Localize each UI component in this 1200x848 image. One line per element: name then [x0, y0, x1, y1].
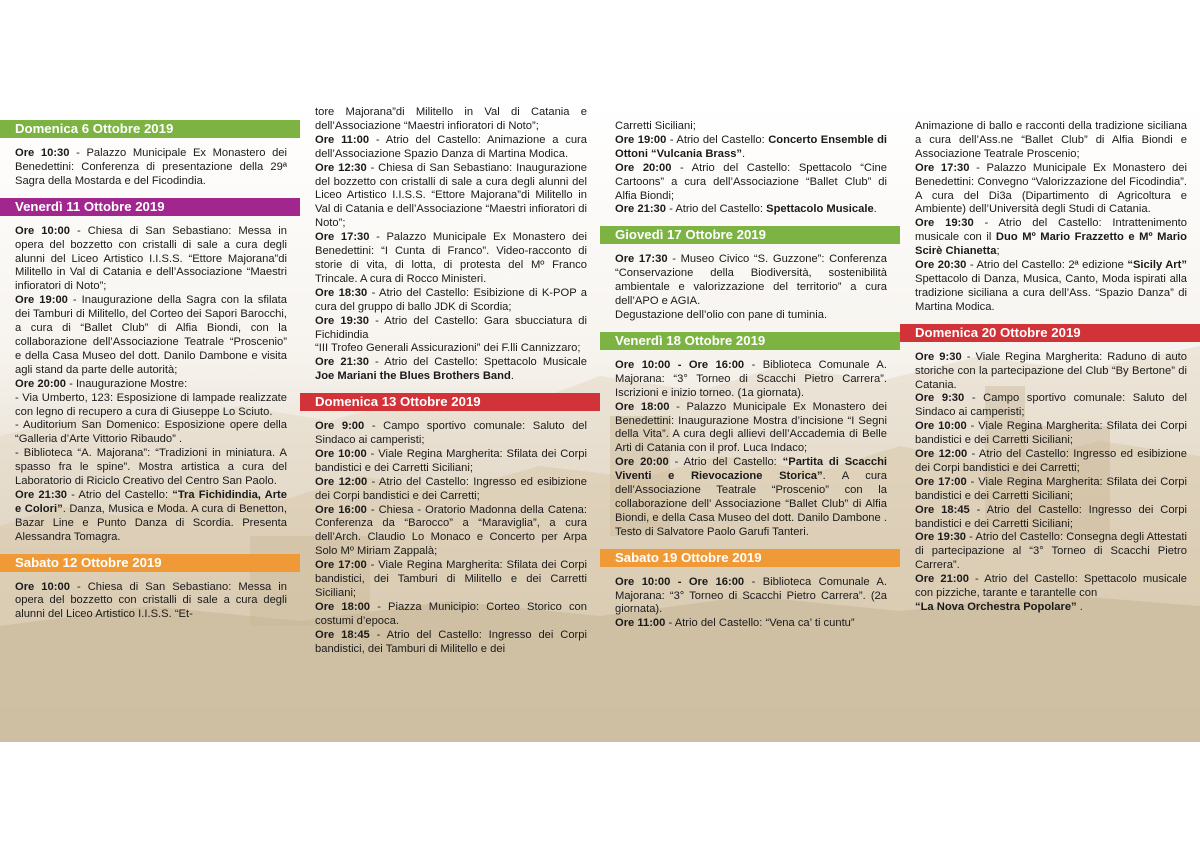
schedule-entry: [615, 359, 887, 401]
schedule-entry: [615, 203, 887, 217]
day-header: Giovedì 17 Ottobre 2019: [600, 226, 900, 244]
entry-text: - Campo sportivo comunale: Saluto del Sindaco ai camperisti;: [915, 392, 1187, 419]
schedule-entry: [315, 106, 587, 134]
entry-text: - Biblioteca “A. Majorana”: “Tradizioni in miniatura. A spasso fra le spine”. Mostra artistica a cura del Laboratorio di Riciclo Creativo del Centro San Paolo.: [15, 447, 287, 488]
schedule-entry: [315, 448, 587, 476]
entry-text: - Inaugurazione Mostre:: [66, 377, 188, 390]
entry-text: .: [1076, 601, 1083, 613]
entry-text: - Campo sportivo comunale: Saluto del Sindaco ai camperisti;: [315, 420, 587, 447]
schedule-entry: [315, 287, 587, 315]
entry-time-bold: Ore 17:30: [915, 161, 970, 174]
entry-time-bold: Ore 20:00: [615, 161, 672, 174]
entry-text: - Atrio del Castello: Ingresso ed esibizione dei Corpi bandistici e dei Carretti;: [915, 448, 1188, 474]
day-header: Domenica 20 Ottobre 2019: [900, 324, 1200, 342]
day-header: Venerdì 11 Ottobre 2019: [0, 198, 300, 216]
schedule-entry: [915, 448, 1187, 476]
entry-time-bold: Ore 11:00: [315, 133, 370, 146]
entry-text: - Palazzo Municipale Ex Monastero dei Benedettini: Conferenza di presentazione della 29ª Sagra della Mostarda e del Ficodindia.: [15, 147, 287, 187]
entry-text: - Inaugurazione della Sagra con la sfilata dei Tamburi di Militello, del Corteo dei Sapori Barocchi, a cura di “Ballet Club” di Alfia Biondi, con la collaborazione dell’Associazione Teatrale “Proscenio” e della Casa Museo del dott. Danilo Dambone e visita agli stand da parte delle autorità;: [15, 294, 288, 376]
entry-text: . Danza, Musica e Moda. A cura di Benetton, Bazar Line e Punto Danza di Scordia. Presenta Alessandra Tomagra.: [15, 502, 287, 543]
schedule-entry: [915, 162, 1187, 218]
entry-time-bold: Ore 20:00: [15, 377, 66, 390]
column-3: [615, 106, 887, 742]
entry-text: - Atrio del Castello: Esibizione di K-POP a cura del gruppo di ballo JDK di Scordia;: [315, 286, 588, 313]
schedule-entry: [615, 401, 887, 457]
entry-text: - Viale Regina Margherita: Sfilata dei Corpi bandistici e dei Carretti Siciliani;: [315, 447, 588, 474]
entry-time-bold: Ore 19:30: [915, 531, 967, 544]
schedule-entry: [915, 351, 1187, 393]
entry-text: - Museo Civico “S. Guzzone”: Conferenza “Conservazione della Biodiversità, sostenibilità ambientale e valorizzazione del territorio” a cura dell’APO e AGIA.: [615, 253, 887, 308]
entry-time-bold: Ore 20:00: [615, 456, 669, 469]
schedule-entry: [915, 217, 1187, 259]
column-2: [315, 106, 587, 742]
schedule-entry: [15, 294, 287, 377]
entry-text: “III Trofeo Generali Assicurazioni” dei F.lli Cannizzaro;: [315, 342, 581, 355]
entry-time-bold: Ore 17:30: [315, 231, 370, 244]
entry-text: - Viale Regina Margherita: Sfilata dei Corpi bandistici e dei Carretti Siciliani;: [915, 420, 1188, 447]
entry-text: - Atrio del Castello:: [666, 203, 767, 216]
entry-text: - Viale Regina Margherita: Sfilata dei Corpi bandistici, dei Tamburi di Militello e dei Carretti Siciliani;: [315, 559, 588, 599]
entry-text: ;: [996, 245, 1000, 258]
day-header: Domenica 6 Ottobre 2019: [0, 120, 300, 138]
column-1: [15, 106, 287, 742]
schedule-entry: [15, 489, 287, 545]
schedule-entry: [615, 617, 887, 631]
schedule-entry: [615, 309, 887, 323]
schedule-entry: [15, 147, 287, 189]
entry-text: - Atrio del Castello: 2ª edizione: [966, 259, 1128, 272]
schedule-entry: [15, 581, 287, 623]
schedule-entry: [315, 356, 587, 384]
entry-time-bold: Ore 10:00 - Ore 16:00: [615, 575, 745, 588]
entry-text: - Atrio del Castello: Ingresso ed esibizione dei Corpi bandistici e dei Carretti;: [315, 475, 588, 502]
entry-time-bold: Ore 19:30: [315, 314, 369, 327]
schedule-entry: [15, 225, 287, 295]
entry-text: - Palazzo Municipale Ex Monastero dei Benedettini: “I Cunta di Franco”. Video-racconto di storie di vita, di lotta, di protesta del Mº Franco Trincale. A cura di Rocco Ministeri.: [315, 231, 587, 285]
entry-time-bold: Ore 20:30: [915, 259, 967, 272]
column-4: [915, 106, 1187, 742]
entry-text: - Chiesa di San Sebastiano: Inaugurazione del bozzetto con cristalli di sale a cura degli alunni del Liceo Artistico I.I.S.S. “Ettore Majorana”di Militello in Val di Catania e dell’Associazione “Maestri infioratori di Noto”;: [315, 161, 587, 230]
entry-text: - Biblioteca Comunale A. Majorana: “3° Torneo di Scacchi Pietro Carrera”. Iscrizioni e inizio torneo. (1a giornata).: [615, 358, 887, 399]
schedule-entry: [915, 531, 1187, 573]
schedule-entry: [315, 315, 587, 343]
entry-text: Spettacolo di Danza, Musica, Canto, Moda ispirati alla tradizione siciliana a cura dell’Ass. “Spazio Danza” di Martina Modica.: [915, 272, 1187, 313]
entry-text: - Chiesa - Oratorio Madonna della Catena: Conferenza da “Barocco” a “Maraviglia”, a cura dell’Arch. Claudio Lo Monaco e Concerto per Arpa Solo Mº Miriam Zappalà;: [315, 503, 588, 558]
schedule-entry: [615, 120, 887, 134]
schedule-entry: [615, 576, 887, 618]
entry-text: - Atrio del Castello:: [668, 456, 783, 469]
entry-time-bold: Ore 12:30: [315, 161, 367, 174]
schedule-entry: [915, 392, 1187, 420]
schedule-entry: [615, 456, 887, 539]
schedule-entry: [915, 476, 1187, 504]
entry-text: tore Majorana”di Militello in Val di Catania e dell’Associazione “Maestri infioratori di Noto”;: [315, 106, 587, 132]
schedule-entry: [315, 134, 587, 162]
entry-text: .: [873, 203, 877, 216]
entry-time-bold: “Sicily Art”: [1127, 259, 1187, 272]
entry-time-bold: Ore 10:30: [15, 147, 70, 159]
schedule-entry: [15, 392, 287, 420]
entry-time-bold: Ore 19:00: [15, 294, 68, 307]
entry-text: - Atrio del Castello: Spettacolo “Cine Cartoons” a cura dell’Associazione “Ballet Club” di Alfia Biondi;: [615, 161, 887, 202]
entry-text: . A cura dell’Associazione Teatrale “Proscenio” con la collaborazione dell’ Associazione “Ballet Club” di Alfia Biondi, e della Casa Museo del dott. Danilo Dambone . Testo di Salvatore Paolo Garufi Tanteri.: [615, 470, 887, 538]
entry-text: - Palazzo Municipale Ex Monastero dei Benedettini: Convegno “Valorizzazione del Ficodindia”. A cura del Di3a (Dipartimento di Agricoltura e Ambiente) dell’Università degli Studi di Catania.: [915, 161, 1187, 216]
entry-text: - Atrio del Castello: Spettacolo Musicale: [368, 356, 587, 369]
entry-text: - Atrio del Castello: Gara sbucciatura di Fichidindia: [315, 314, 587, 341]
entry-time-bold: Ore 18:00: [615, 400, 670, 413]
entry-text: - Viale Regina Margherita: Sfilata dei Corpi bandistici e dei Carretti Siciliani;: [915, 475, 1188, 502]
schedule-entry: [915, 504, 1187, 532]
entry-time-bold: Ore 19:00: [615, 133, 667, 146]
schedule-entry: [315, 476, 587, 504]
schedule-entry: [315, 231, 587, 287]
entry-text: - Atrio del Castello: Ingresso dei Corpi bandistici e dei Carretti Siciliani;: [915, 503, 1187, 530]
entry-time-bold: Ore 18:00: [315, 600, 371, 613]
schedule-entry: [315, 559, 587, 601]
schedule-entry: [315, 162, 587, 232]
schedule-entry: [315, 629, 587, 657]
entry-time-bold: Ore 21:00: [915, 573, 969, 586]
entry-time-bold: Ore 18:45: [315, 628, 370, 641]
entry-time-bold: Ore 18:45: [915, 503, 970, 516]
entry-text: - Chiesa di San Sebastiano: Messa in opera del bozzetto con cristalli di sale a cura degli alunni del Liceo Artistico I.I.S.S. “Et-: [15, 580, 288, 621]
schedule-entry: [915, 573, 1187, 601]
entry-time-bold: Concerto Ensemble di Ottoni “Vulcania Brass”: [615, 133, 888, 160]
entry-text: - Piazza Municipio: Corteo Storico con costumi d’epoca.: [315, 600, 588, 627]
entry-text: - Atrio del Castello: Animazione a cura dell’Associazione Spazio Danza di Martina Modica.: [315, 133, 587, 160]
entry-time-bold: Ore 9:30: [915, 392, 965, 405]
entry-text: - Palazzo Municipale Ex Monastero dei Benedettini: Inaugurazione Mostra d’incisione “I Segni della Vita”. A cura degli allievi dell’Accademia di Belle Arti di Catania con il prof. Luca Indaco;: [615, 400, 887, 455]
entry-text: - Atrio del Castello: Ingresso dei Corpi bandistici, dei Tamburi di Militello e dei: [315, 628, 587, 655]
entry-time-bold: Ore 11:00: [615, 617, 666, 630]
entry-time-bold: Ore 21:30: [615, 203, 666, 216]
entry-time-bold: Joe Mariani the Blues Brothers Band: [315, 370, 511, 383]
entry-time-bold: Ore 9:30: [915, 350, 962, 363]
schedule-entry: [315, 504, 587, 560]
entry-text: - Viale Regina Margherita: Raduno di auto storiche con la partecipazione del Club “By Bertone” di Catania.: [915, 350, 1187, 391]
entry-text: .: [510, 370, 514, 383]
entry-time-bold: Ore 10:00: [915, 420, 967, 433]
entry-time-bold: Duo Mº Mario Frazzetto e Mº Mario Scirè Chianetta: [915, 231, 1187, 258]
entry-time-bold: Ore 9:00: [315, 420, 365, 433]
schedule-entry: [615, 253, 887, 309]
entry-text: - Atrio del Castello:: [666, 133, 769, 146]
day-header: Venerdì 18 Ottobre 2019: [600, 332, 900, 350]
entry-text: - Via Umberto, 123: Esposizione di lampade realizzate con legno di recupero a cura di Giuseppe Lo Sciuto.: [15, 391, 287, 418]
entry-time-bold: Spettacolo Musicale: [766, 203, 874, 216]
schedule-entry: [15, 378, 287, 392]
entry-time-bold: Ore 16:00: [315, 503, 367, 516]
entry-text: - Auditorium San Domenico: Esposizione opere della “Galleria d’Arte Vittorio Ribaudo” .: [15, 419, 287, 446]
entry-time-bold: Ore 10:00: [15, 580, 70, 593]
entry-time-bold: Ore 17:00: [315, 559, 367, 572]
day-header: Sabato 12 Ottobre 2019: [0, 554, 300, 572]
schedule-entry: [15, 419, 287, 447]
entry-time-bold: Ore 17:00: [915, 475, 967, 488]
schedule-entry: [615, 162, 887, 204]
entry-time-bold: “Tra Fichidindia, Arte e Colori”: [15, 488, 288, 515]
entry-time-bold: “La Nova Orchestra Popolare”: [915, 601, 1077, 613]
entry-text: .: [742, 147, 746, 160]
day-header: Domenica 13 Ottobre 2019: [300, 393, 600, 411]
schedule-entry: [915, 420, 1187, 448]
schedule-entry: [315, 342, 587, 356]
entry-text: Animazione di ballo e racconti della tradizione siciliana a cura dell’Ass.ne “Ballet Club” di Alfia Biondi e Associazione Teatrale Proscenio;: [915, 120, 1187, 160]
entry-text: - Atrio del Castello: Consegna degli Attestati di partecipazione al “3° Torneo di Scacchi Pietro Carrera”.: [915, 531, 1187, 572]
schedule-entry: [15, 447, 287, 489]
entry-text: - Atrio del Castello:: [67, 488, 173, 501]
entry-time-bold: Ore 18:30: [315, 286, 368, 299]
entry-text: - Biblioteca Comunale A. Majorana: “3° Torneo di Scacchi Pietro Carrera”. (2a giornata).: [615, 575, 887, 616]
entry-time-bold: Ore 21:30: [15, 488, 68, 501]
schedule-entry: [615, 134, 887, 162]
entry-text: - Atrio del Castello: Intrattenimento musicale con il: [915, 217, 1188, 244]
entry-text: - Chiesa di San Sebastiano: Messa in opera del bozzetto con cristalli di sale a cura degli alunni del Liceo Artistico I.I.S.S. “Ettore Majorana”di Militello in Val di Catania e dell’Associazione “Maestri infioratori di Noto”;: [15, 224, 288, 293]
schedule-entry: [315, 420, 587, 448]
entry-time-bold: Ore 12:00: [315, 475, 368, 488]
entry-text: - Atrio del Castello: Spettacolo musicale con pizziche, tarante e tarantelle con: [915, 573, 1187, 600]
entry-time-bold: Ore 19:30: [915, 217, 974, 230]
entry-time-bold: Ore 10:00 - Ore 16:00: [615, 358, 745, 371]
entry-text: Degustazione dell’olio con pane di tuminia.: [615, 308, 828, 321]
schedule-entry: [915, 601, 1187, 615]
schedule-entry: [315, 601, 587, 629]
schedule-entry: [915, 259, 1187, 315]
day-header: Sabato 19 Ottobre 2019: [600, 549, 900, 567]
entry-time-bold: Ore 10:00: [315, 447, 367, 460]
entry-text: Carretti Siciliani;: [615, 120, 696, 132]
entry-time-bold: Ore 21:30: [315, 356, 369, 369]
entry-time-bold: Ore 10:00: [15, 224, 70, 237]
entry-text: - Atrio del Castello: “Vena ca’ ti cuntu”: [665, 617, 855, 630]
entry-time-bold: Ore 12:00: [915, 448, 968, 461]
entry-time-bold: Ore 17:30: [615, 253, 668, 266]
schedule-entry: [915, 120, 1187, 162]
entry-time-bold: “Partita di Scacchi Viventi e Rievocazione Storica”: [615, 456, 888, 483]
